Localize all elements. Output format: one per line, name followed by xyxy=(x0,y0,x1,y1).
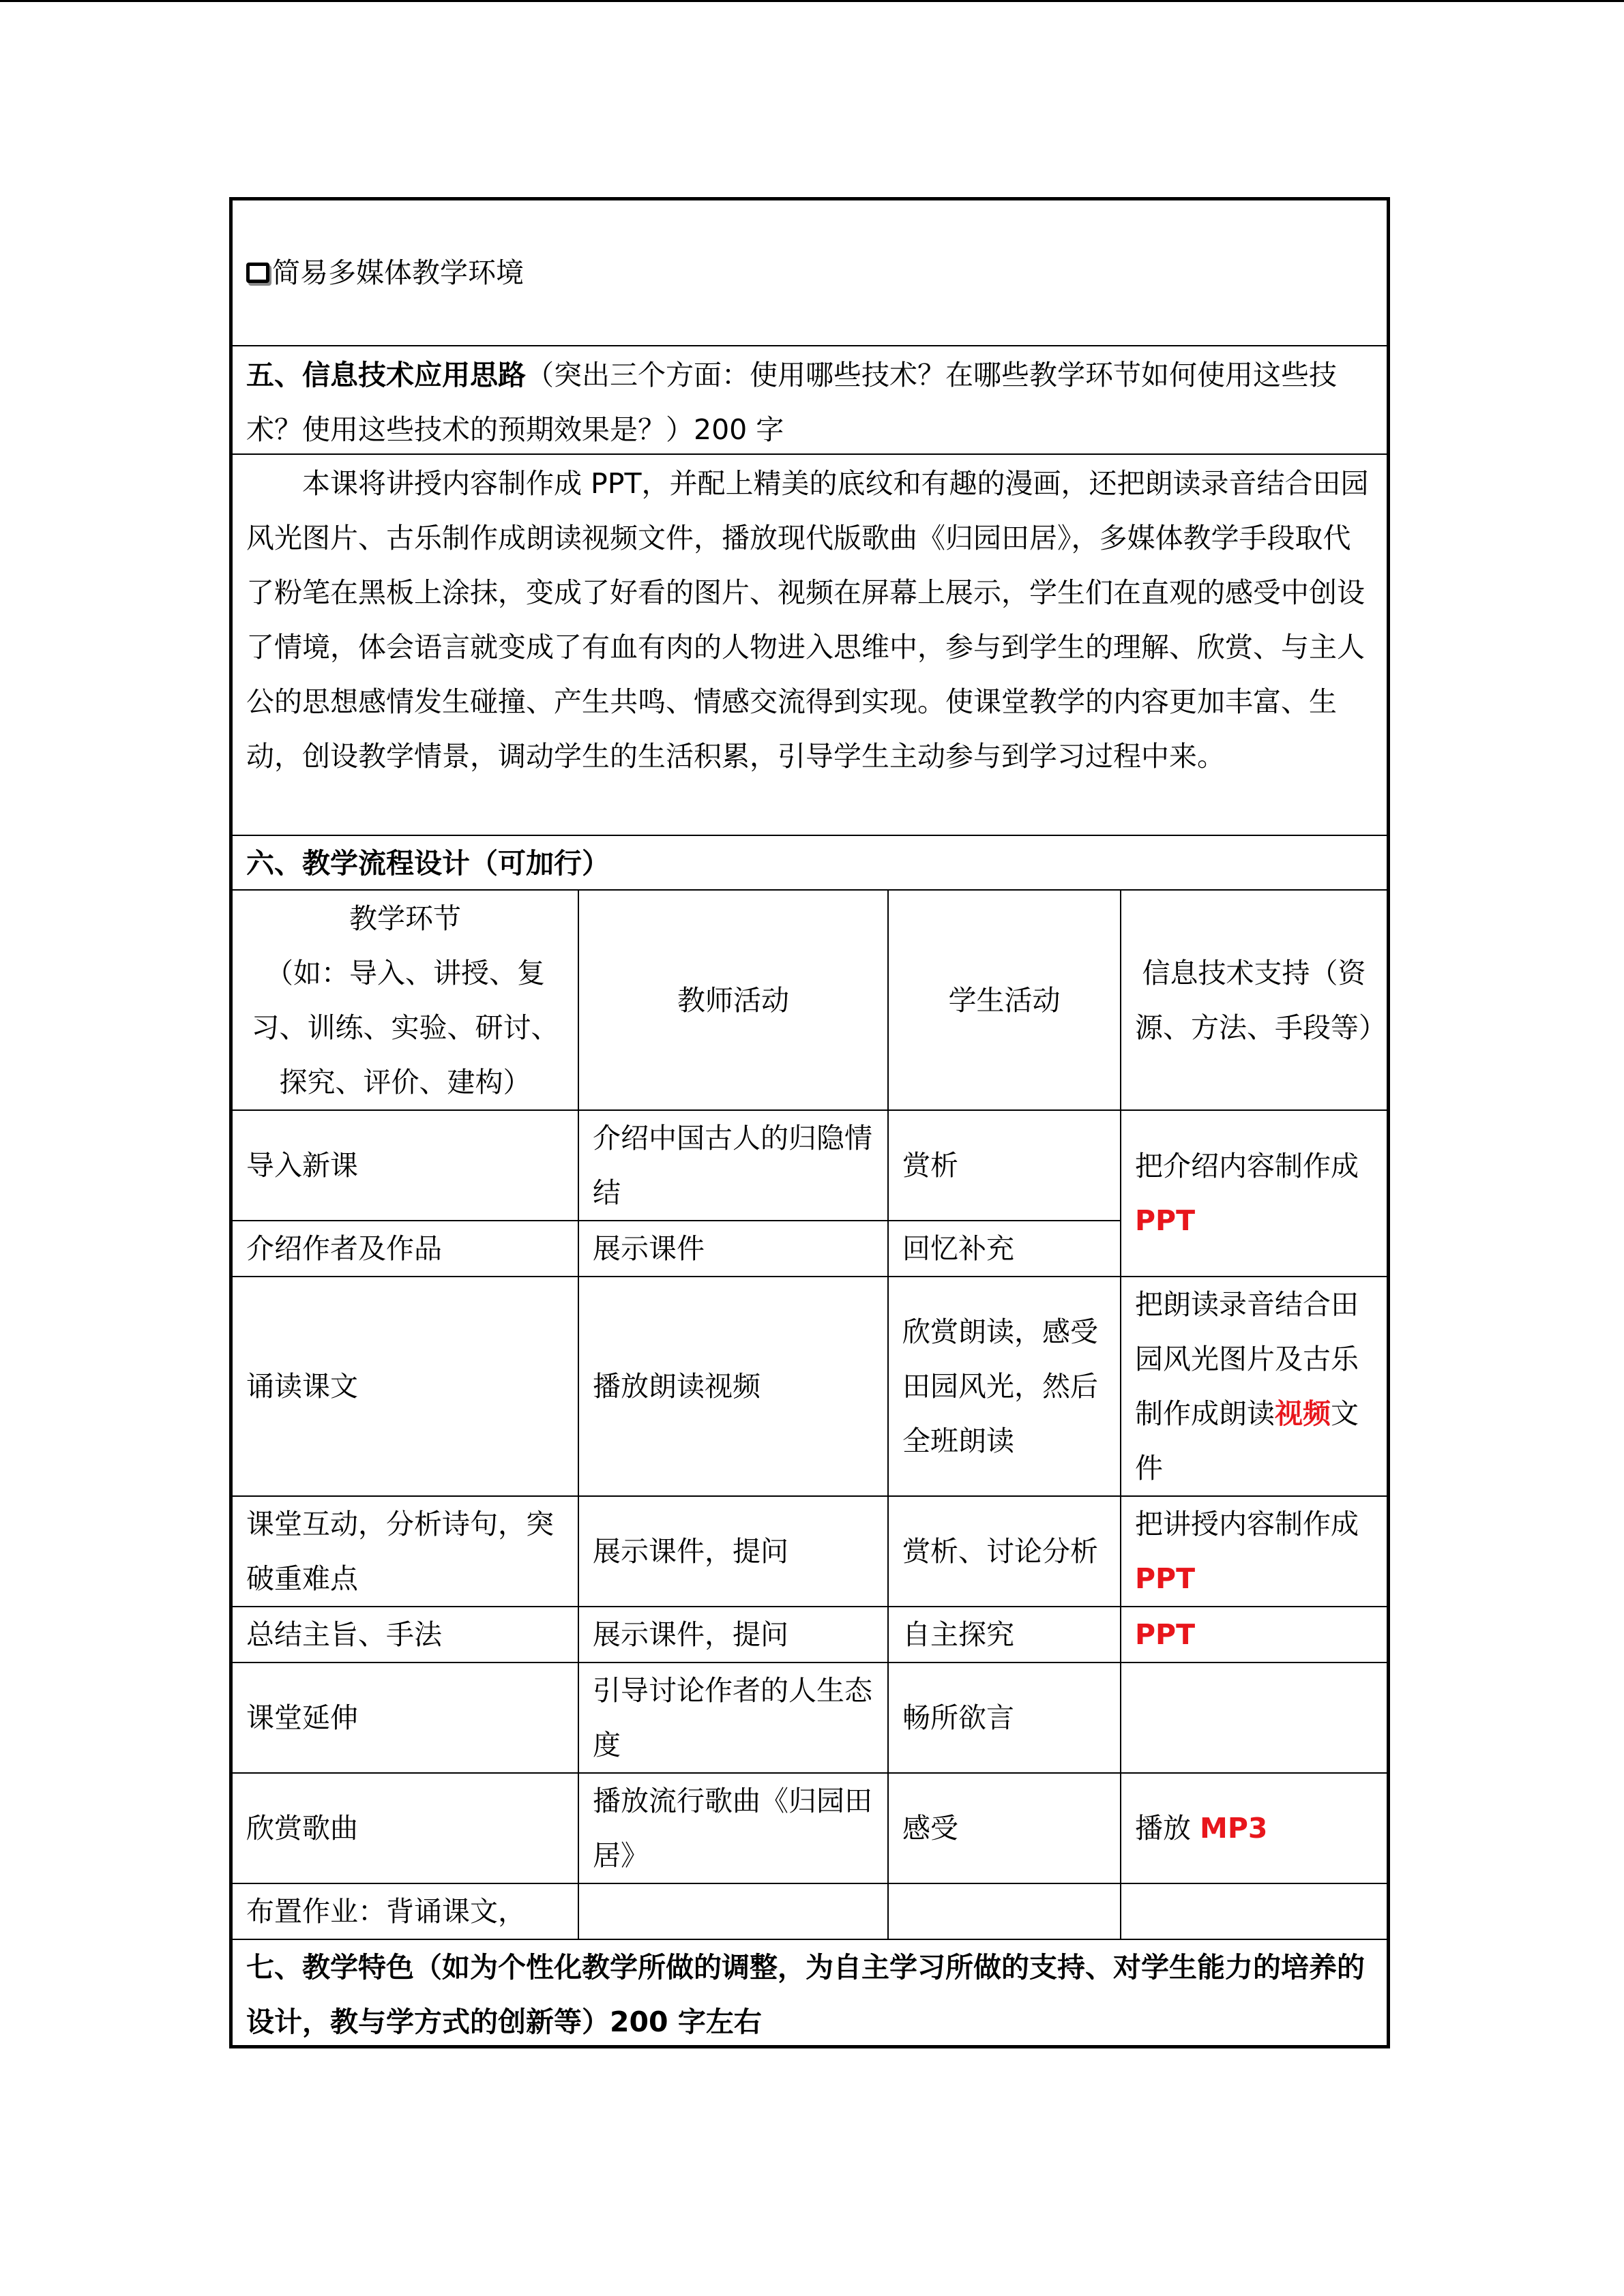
table-row xyxy=(233,1883,1387,1939)
table-row xyxy=(233,1277,1387,1496)
stage-cell: 介绍作者及作品 xyxy=(233,1221,578,1277)
stage-cell: 课堂互动，分析诗句，突破重难点 xyxy=(233,1496,578,1607)
environment-label: 简易多媒体教学环境 xyxy=(272,256,524,289)
student-cell: 自主探究 xyxy=(888,1607,1121,1663)
it-highlight: MP3 xyxy=(1200,1812,1268,1845)
it-cell xyxy=(1121,1110,1387,1277)
teacher-cell: 展示课件，提问 xyxy=(578,1496,888,1607)
it-cell xyxy=(1121,1663,1387,1773)
teacher-cell: 播放朗读视频 xyxy=(578,1277,888,1496)
section5-heading xyxy=(233,346,1387,455)
lesson-plan-form xyxy=(229,197,1390,2048)
it-cell xyxy=(1121,1277,1387,1496)
teacher-cell: 播放流行歌曲《归园田居》 xyxy=(578,1773,888,1883)
table-row xyxy=(233,1663,1387,1773)
stage-cell: 导入新课 xyxy=(233,1110,578,1221)
section5-hint: （突出三个方面：使用哪些技术？在哪些教学环节如何使用这些技术？使用这些技术的预期效果是？）200 字 xyxy=(246,359,1337,446)
teacher-cell: 介绍中国古人的归隐情结 xyxy=(578,1110,888,1221)
student-cell: 感受 xyxy=(888,1773,1121,1883)
section7-heading: 七、教学特色（如为个性化教学所做的调整，为自主学习所做的支持、对学生能力的培养的设计，教与学方式的创新等）200 字左右 xyxy=(246,1951,1365,2038)
teacher-cell xyxy=(578,1883,888,1939)
it-text: 把介绍内容制作成 xyxy=(1135,1150,1359,1182)
student-cell: 赏析、讨论分析 xyxy=(888,1496,1121,1607)
it-text: 文件 xyxy=(1135,1397,1359,1485)
section6-heading: 六、教学流程设计（可加行） xyxy=(233,836,1387,891)
header-teacher: 教师活动 xyxy=(578,891,888,1110)
it-highlight: 视频 xyxy=(1275,1397,1331,1430)
table-header-row xyxy=(233,891,1387,1110)
it-cell xyxy=(1121,1607,1387,1663)
student-cell: 回忆补充 xyxy=(888,1221,1121,1277)
it-cell xyxy=(1121,1773,1387,1883)
it-highlight: PPT xyxy=(1135,1204,1196,1237)
student-cell: 赏析 xyxy=(888,1110,1121,1221)
page-top-rule xyxy=(0,0,1624,2)
stage-cell: 欣赏歌曲 xyxy=(233,1773,578,1883)
stage-cell: 诵读课文 xyxy=(233,1277,578,1496)
stage-cell: 课堂延伸 xyxy=(233,1663,578,1773)
stage-cell: 布置作业：背诵课文， xyxy=(233,1883,578,1939)
section5-body xyxy=(233,455,1387,836)
header-student: 学生活动 xyxy=(888,891,1121,1110)
it-text: 把讲授内容制作成 xyxy=(1135,1508,1359,1540)
it-highlight: PPT xyxy=(1135,1562,1196,1595)
header-stage: 教学环节 （如：导入、讲授、复习、训练、实验、研讨、探究、评价、建构） xyxy=(233,891,578,1110)
header-it: 信息技术支持（资源、方法、手段等） xyxy=(1121,891,1387,1110)
it-cell xyxy=(1121,1496,1387,1607)
student-cell xyxy=(888,1883,1121,1939)
teacher-cell: 展示课件，提问 xyxy=(578,1607,888,1663)
student-cell: 欣赏朗读，感受田园风光，然后全班朗读 xyxy=(888,1277,1121,1496)
it-text: 播放 xyxy=(1135,1812,1200,1845)
teaching-flow-table xyxy=(233,891,1387,1940)
section5-title: 五、信息技术应用思路 xyxy=(246,359,526,391)
section5-paragraph: 本课将讲授内容制作成 PPT，并配上精美的底纹和有趣的漫画，还把朗读录音结合田园风光图片、古乐制作成朗读视频文件，播放现代版歌曲《归园田居》，多媒体教学手段取代了粉笔在黑板上涂抹，变成了好看的图片、视频在屏幕上展示，学生们在直观的感受中创设了情境，体会语言就变成了有血有肉的人物进入思维中，参与到学生的理解、欣赏、与主人公的思想感情发生碰撞、产生共鸣、情感交流得到实现。使课堂教学的内容更加丰富、生动，创设教学情景，调动学生的生活积累，引导学生主动参与到学习过程中来。 xyxy=(246,467,1369,773)
it-cell xyxy=(1121,1883,1387,1939)
table-row xyxy=(233,1607,1387,1663)
it-highlight: PPT xyxy=(1135,1618,1196,1651)
teacher-cell: 展示课件 xyxy=(578,1221,888,1277)
table-row xyxy=(233,1110,1387,1221)
environment-row xyxy=(233,200,1387,346)
checkbox-checked-icon[interactable] xyxy=(246,263,269,283)
table-row xyxy=(233,1773,1387,1883)
teacher-cell: 引导讨论作者的人生态度 xyxy=(578,1663,888,1773)
table-row xyxy=(233,1496,1387,1607)
stage-cell: 总结主旨、手法 xyxy=(233,1607,578,1663)
it-text: 把朗读录音结合田园风光图片及古乐制作成朗读 xyxy=(1135,1288,1359,1430)
student-cell: 畅所欲言 xyxy=(888,1663,1121,1773)
